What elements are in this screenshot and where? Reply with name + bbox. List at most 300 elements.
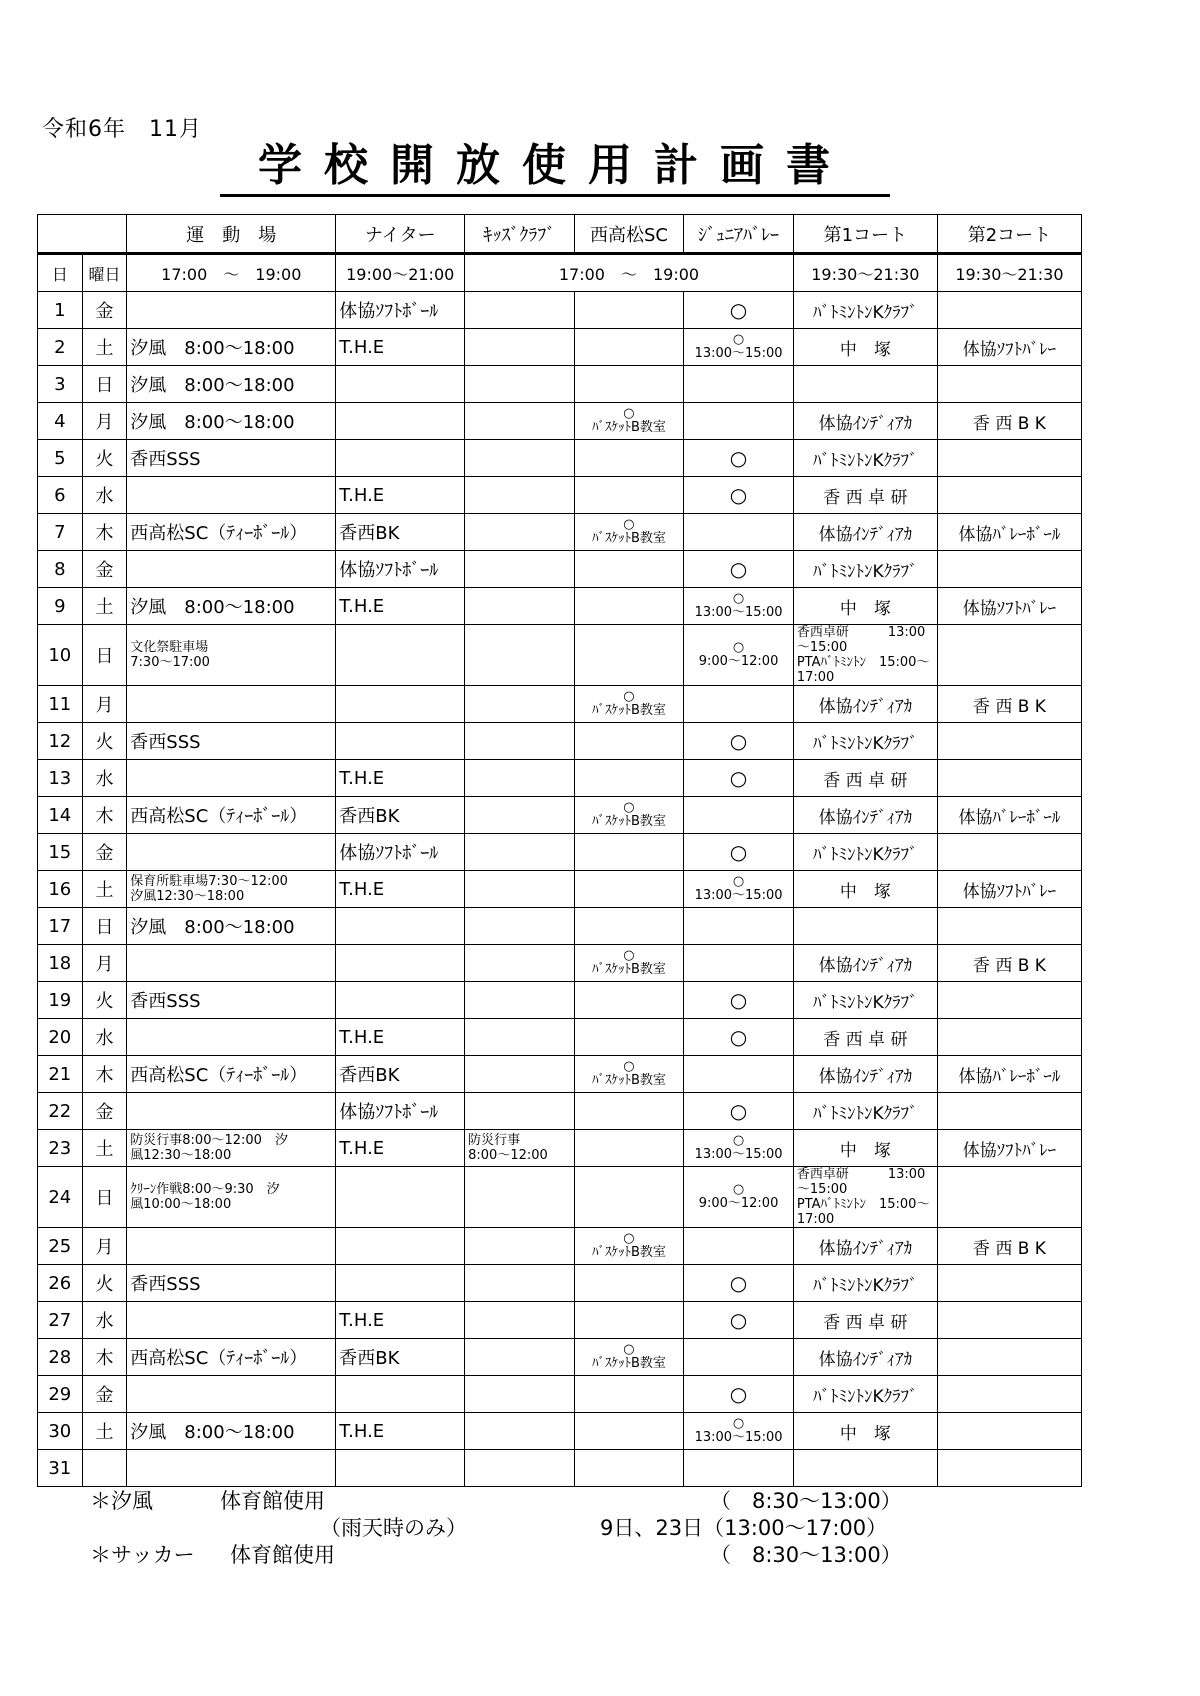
cell-line: PTAﾊﾞﾄﾐﾝﾄﾝ 15:00～17:00 [796,1197,930,1227]
kids-cell [465,1413,575,1450]
court2-cell [937,723,1081,760]
day-cell [38,945,83,982]
junior-cell [684,551,794,588]
junior-cell [684,1450,794,1487]
weekday-cell [82,871,127,908]
cell-text: 17 [48,915,72,937]
cell-line: ○ [732,332,745,347]
cell-text: 西高松SC（ﾃｨｰﾎﾞｰﾙ） [130,1348,308,1369]
nishi-sc-cell [574,760,684,797]
court2-cell [937,292,1081,329]
time-court1: 19:30～21:30 [793,254,937,292]
cell-text: 6 [54,484,66,506]
cell-text: 18 [48,952,72,974]
nishi-sc-cell [574,403,684,440]
cell-text: 香西SSS [130,449,201,470]
kids-cell [465,440,575,477]
night-cell [336,945,465,982]
cell-text: 汐風 8:00～18:00 [130,338,295,359]
court2-cell [937,834,1081,871]
table-row [38,329,1082,366]
cell-text: 水 [95,1028,114,1049]
cell-line: ﾊﾞｽｹｯﾄB教室 [592,531,666,546]
nishi-sc-cell [574,1228,684,1265]
nishi-sc-cell [574,625,684,686]
field-cell [127,551,336,588]
court2-cell [937,1056,1081,1093]
field-cell [127,1376,336,1413]
table-row [38,760,1082,797]
nishi-sc-cell [574,1056,684,1093]
day-cell [38,908,83,945]
nishi-sc-cell [574,292,684,329]
court2-cell [937,871,1081,908]
day-cell [38,1302,83,1339]
cell-text: 体協ｲﾝﾃﾞｨｱｶ [818,413,913,434]
circle-mark-icon: ○ [729,729,748,753]
nishi-sc-cell [574,686,684,723]
cell-text: 24 [48,1186,72,1208]
field-cell [127,686,336,723]
kids-cell [465,625,575,686]
cell-text: 2 [54,336,66,358]
court1-cell [793,723,937,760]
weekday-cell [82,797,127,834]
circle-mark-icon: ○ [729,1271,748,1295]
day-cell [38,1228,83,1265]
weekday-cell [82,366,127,403]
cell-text: 金 [95,1385,114,1406]
night-cell [336,440,465,477]
field-cell [127,945,336,982]
table-row [38,588,1082,625]
day-cell [38,440,83,477]
circle-mark-icon: ○ [729,446,748,470]
cell-text: T.H.E [339,1026,385,1048]
cell-text: 香 西 B K [972,413,1046,434]
junior-cell [684,366,794,403]
note-label: ＊サッカー [90,1543,195,1567]
cell-line: 防災行事8:00～12:00 汐 [130,1133,288,1148]
day-cell [38,1130,83,1167]
day-cell [38,551,83,588]
nishi-sc-cell [574,1265,684,1302]
cell-text: T.H.E [339,1420,385,1442]
weekday-cell [82,403,127,440]
court2-cell [937,945,1081,982]
junior-cell [684,625,794,686]
weekday-cell [82,723,127,760]
cell-text: 体協ｿﾌﾄﾊﾞﾚｰ [962,1140,1057,1161]
cell-text: 日 [95,646,114,667]
night-cell [336,686,465,723]
court2-cell [937,760,1081,797]
weekday-cell [82,1450,127,1487]
nishi-sc-cell [574,588,684,625]
cell-text: 23 [48,1137,72,1159]
kids-cell [465,982,575,1019]
night-cell [336,1450,465,1487]
court1-cell [793,1228,937,1265]
cell-text: T.H.E [339,767,385,789]
day-cell [38,723,83,760]
cell-line: 保育所駐車場7:30～12:00 [130,874,288,889]
time-kids: 17:00 ～ 19:00 [465,254,794,292]
cell-text: ﾊﾞﾄﾐﾝﾄﾝKｸﾗﾌﾞ [813,1275,918,1296]
junior-cell [684,834,794,871]
cell-text: 木 [95,523,114,544]
weekday-cell [82,477,127,514]
cell-text: 香西SSS [130,1274,201,1295]
table-row [38,686,1082,723]
table-row [38,797,1082,834]
cell-line: ○ [623,1231,635,1246]
junior-cell [684,440,794,477]
court1-cell [793,1093,937,1130]
kids-cell [465,292,575,329]
cell-line: ｸﾘｰﾝ作戦8:00～9:30 汐 [130,1182,280,1197]
kids-cell [465,1302,575,1339]
night-cell [336,329,465,366]
field-cell [127,588,336,625]
court1-cell [793,1167,937,1228]
subheader-row [38,254,1082,292]
junior-cell [684,1376,794,1413]
weekday-cell [82,1093,127,1130]
kids-cell [465,1450,575,1487]
nishi-sc-cell [574,1093,684,1130]
junior-cell [684,908,794,945]
kids-cell [465,945,575,982]
court1-cell [793,1302,937,1339]
time-court2: 19:30～21:30 [937,254,1081,292]
court1-cell [793,1265,937,1302]
kids-cell [465,514,575,551]
table-row [38,1339,1082,1376]
nishi-sc-cell [574,1450,684,1487]
table-row [38,1167,1082,1228]
cell-line: ○ [732,1416,745,1431]
cell-text: 9 [54,595,66,617]
junior-cell [684,477,794,514]
junior-cell [684,1056,794,1093]
circle-mark-icon: ○ [729,1099,748,1123]
court2-cell [937,686,1081,723]
weekday-cell [82,440,127,477]
page-title: 学校開放使用計画書 [220,140,890,197]
cell-text: ﾊﾞﾄﾐﾝﾄﾝKｸﾗﾌﾞ [813,561,918,582]
note-text: 体育館使用 [230,1543,335,1567]
cell-line: ○ [623,800,635,815]
weekday-cell [82,514,127,551]
field-cell [127,760,336,797]
cell-text: T.H.E [339,336,385,358]
col-header-field: 運 動 場 [127,215,336,254]
weekday-cell [82,1228,127,1265]
weekday-cell [82,1019,127,1056]
field-cell [127,1130,336,1167]
cell-text: 日 [95,917,114,938]
cell-text: 26 [48,1272,72,1294]
cell-text: ﾊﾞﾄﾐﾝﾄﾝKｸﾗﾌﾞ [813,450,918,471]
night-cell [336,1265,465,1302]
table-row [38,551,1082,588]
court2-cell [937,908,1081,945]
day-cell [38,329,83,366]
cell-line: 13:00～15:00 [694,1147,783,1162]
kids-cell [465,403,575,440]
night-cell [336,477,465,514]
cell-text: ﾊﾞﾄﾐﾝﾄﾝKｸﾗﾌﾞ [813,1103,918,1124]
court2-cell [937,477,1081,514]
cell-text: 体協ｿﾌﾄﾊﾞﾚｰ [962,881,1057,902]
cell-text: 香 西 卓 研 [823,1312,908,1333]
cell-text: 中 塚 [839,881,891,902]
cell-text: 香 西 B K [972,696,1046,717]
field-cell [127,834,336,871]
day-cell [38,686,83,723]
weekday-header: 曜日 [82,254,127,292]
cell-line: ○ [732,874,745,889]
cell-text: 汐風 8:00～18:00 [130,597,295,618]
nishi-sc-cell [574,1019,684,1056]
kids-cell [465,477,575,514]
table-row [38,625,1082,686]
cell-text: 月 [95,695,114,716]
schedule-body [38,292,1082,1487]
cell-text: 汐風 8:00～18:00 [130,1422,295,1443]
cell-text: 体協ﾊﾞﾚｰﾎﾞｰﾙ [958,524,1061,545]
circle-mark-icon: ○ [729,1025,748,1049]
cell-text: 体協ｲﾝﾃﾞｨｱｶ [818,524,913,545]
court1-cell [793,477,937,514]
field-cell [127,723,336,760]
cell-text: 月 [95,1237,114,1258]
court1-cell [793,1130,937,1167]
cell-text: 体協ｲﾝﾃﾞｨｱｶ [818,955,913,976]
table-row [38,366,1082,403]
time-field: 17:00 ～ 19:00 [127,254,336,292]
nishi-sc-cell [574,440,684,477]
kids-cell [465,588,575,625]
court2-cell [937,1265,1081,1302]
junior-cell [684,1302,794,1339]
field-cell [127,329,336,366]
court1-cell [793,366,937,403]
cell-text: T.H.E [339,878,385,900]
court2-cell [937,1376,1081,1413]
cell-line: ﾊﾞｽｹｯﾄB教室 [592,1073,666,1088]
weekday-cell [82,760,127,797]
table-row [38,292,1082,329]
table-row [38,723,1082,760]
kids-cell [465,1130,575,1167]
night-cell [336,588,465,625]
table-row [38,908,1082,945]
cell-text: 体協ｿﾌﾄﾎﾞｰﾙ [339,1102,439,1123]
court1-cell [793,1376,937,1413]
cell-text: 西高松SC（ﾃｨｰﾎﾞｰﾙ） [130,523,308,544]
cell-text: 体協ｿﾌﾄﾊﾞﾚｰ [962,598,1057,619]
court1-cell [793,514,937,551]
col-header-court2: 第2コート [937,215,1081,254]
kids-cell [465,834,575,871]
cell-text: T.H.E [339,1137,385,1159]
night-cell [336,1130,465,1167]
day-cell [38,1056,83,1093]
field-cell [127,1450,336,1487]
junior-cell [684,723,794,760]
cell-line: ﾊﾞｽｹｯﾄB教室 [592,962,666,977]
day-cell [38,1167,83,1228]
cell-text: 金 [95,301,114,322]
junior-cell [684,329,794,366]
field-cell [127,908,336,945]
night-cell [336,1093,465,1130]
weekday-cell [82,1265,127,1302]
table-row [38,1376,1082,1413]
court2-cell [937,514,1081,551]
cell-line: 8:00～12:00 [468,1148,548,1163]
cell-text: 中 塚 [839,1423,891,1444]
circle-mark-icon: ○ [729,298,748,322]
cell-text: 火 [95,449,114,470]
field-cell [127,403,336,440]
court2-cell [937,366,1081,403]
note-time: （ 8:30～13:00） [710,1489,902,1513]
field-cell [127,440,336,477]
cell-text: ﾊﾞﾄﾐﾝﾄﾝKｸﾗﾌﾞ [813,1386,918,1407]
cell-text: 香 西 卓 研 [823,1029,908,1050]
cell-text: 15 [48,841,72,863]
cell-text: 土 [95,597,114,618]
night-cell [336,514,465,551]
kids-cell [465,760,575,797]
cell-line: 9:00～12:00 [698,1196,779,1211]
kids-cell [465,1056,575,1093]
day-cell [38,1450,83,1487]
cell-text: 30 [48,1420,72,1442]
cell-text: 10 [48,644,72,666]
nishi-sc-cell [574,1130,684,1167]
circle-mark-icon: ○ [729,483,748,507]
court2-cell [937,1413,1081,1450]
cell-text: 20 [48,1026,72,1048]
weekday-cell [82,292,127,329]
table-row [38,440,1082,477]
cell-text: 水 [95,769,114,790]
junior-cell [684,1093,794,1130]
cell-text: 金 [95,1102,114,1123]
day-cell [38,514,83,551]
day-cell [38,292,83,329]
weekday-cell [82,551,127,588]
field-cell [127,625,336,686]
cell-line: ○ [623,517,635,532]
night-cell [336,1413,465,1450]
nishi-sc-cell [574,1302,684,1339]
cell-line: ﾊﾞｽｹｯﾄB教室 [592,814,666,829]
court1-cell [793,292,937,329]
cell-text: 土 [95,880,114,901]
table-row [38,1019,1082,1056]
day-cell [38,1376,83,1413]
court2-cell [937,329,1081,366]
cell-text: 月 [95,412,114,433]
court1-cell [793,871,937,908]
field-cell [127,982,336,1019]
nishi-sc-cell [574,1376,684,1413]
weekday-cell [82,834,127,871]
weekday-cell [82,1339,127,1376]
weekday-cell [82,1130,127,1167]
day-cell [38,403,83,440]
court1-cell [793,551,937,588]
cell-line: ○ [623,1342,635,1357]
day-cell [38,366,83,403]
cell-text: 3 [54,373,66,395]
day-cell [38,797,83,834]
cell-text: 木 [95,1348,114,1369]
kids-cell [465,908,575,945]
nishi-sc-cell [574,1339,684,1376]
col-header-court1: 第1コート [793,215,937,254]
day-cell [38,834,83,871]
cell-text: 8 [54,558,66,580]
note-text: （雨天時のみ） [320,1516,467,1540]
note-time: 9日、23日（13:00～17:00） [600,1516,888,1540]
field-cell [127,514,336,551]
court2-cell [937,1450,1081,1487]
cell-text: 中 塚 [839,1140,891,1161]
day-cell [38,1265,83,1302]
cell-text: 火 [95,991,114,1012]
junior-cell [684,514,794,551]
cell-line: 13:00～15:00 [694,1430,783,1445]
cell-line: ○ [732,1182,745,1197]
cell-line: 13:00～15:00 [694,888,783,903]
field-cell [127,797,336,834]
night-cell [336,551,465,588]
cell-line: ﾊﾞｽｹｯﾄB教室 [592,1356,666,1371]
cell-text: 13 [48,767,72,789]
circle-mark-icon: ○ [729,557,748,581]
kids-cell [465,329,575,366]
cell-line: 防災行事 [468,1133,521,1148]
circle-mark-icon: ○ [729,840,748,864]
cell-line: ○ [623,406,635,421]
court2-cell [937,551,1081,588]
cell-line: ○ [623,689,635,704]
court1-cell [793,403,937,440]
night-cell [336,797,465,834]
nishi-sc-cell [574,1167,684,1228]
cell-text: 21 [48,1063,72,1085]
cell-text: 体協ｲﾝﾃﾞｨｱｶ [818,1349,913,1370]
day-cell [38,871,83,908]
cell-text: T.H.E [339,595,385,617]
table-row [38,871,1082,908]
court2-cell [937,1019,1081,1056]
table-row [38,1413,1082,1450]
weekday-cell [82,625,127,686]
table-row [38,1265,1082,1302]
junior-cell [684,945,794,982]
nishi-sc-cell [574,366,684,403]
cell-line: 香西卓研 13:00～15:00 [796,1167,926,1197]
kids-cell [465,871,575,908]
night-cell [336,1302,465,1339]
